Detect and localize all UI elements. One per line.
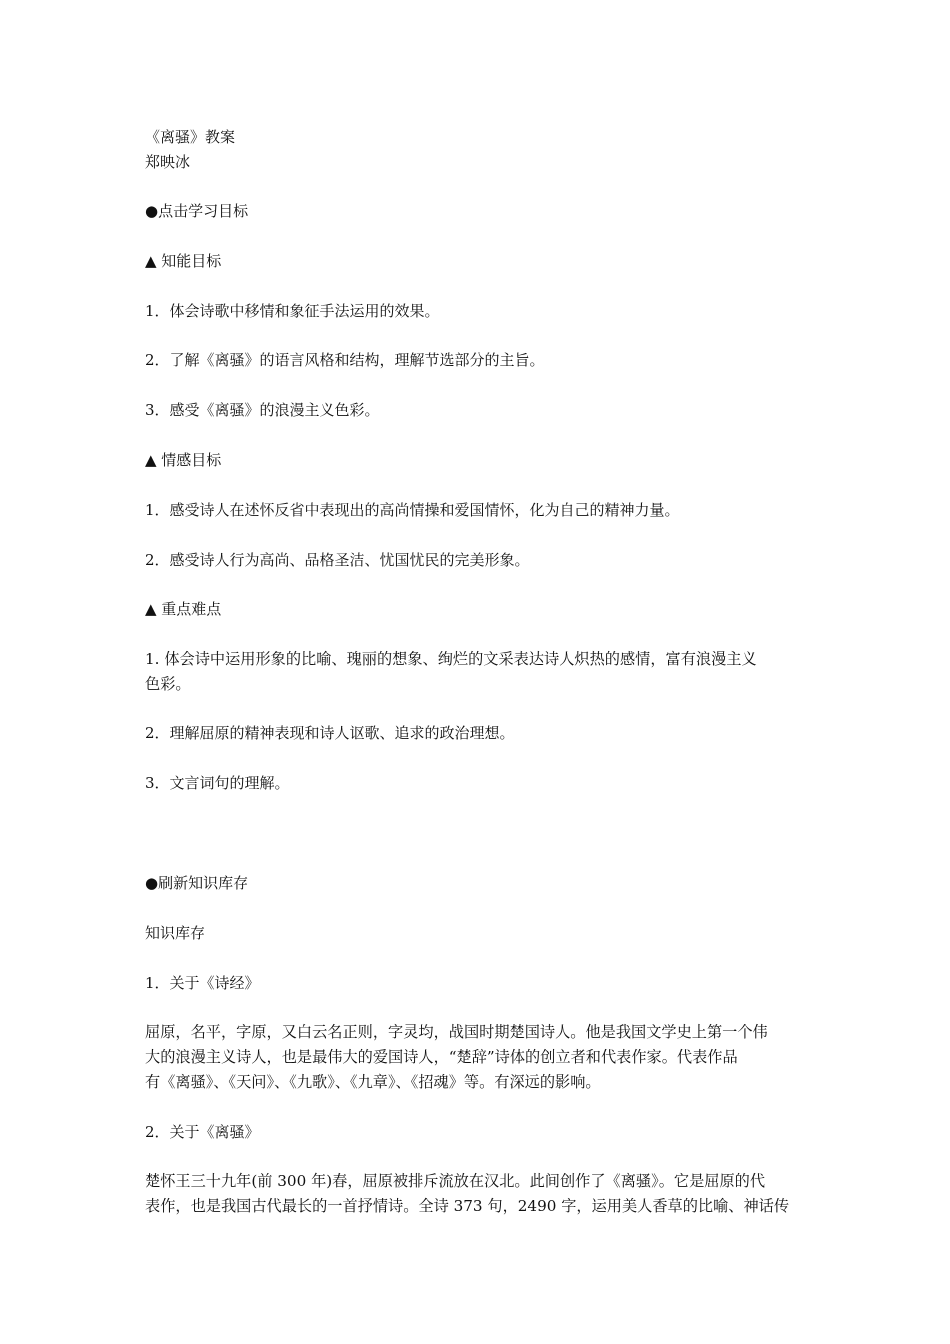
paragraph-line: 屈原，名平，字原，又白云名正则，字灵均，战国时期楚国诗人。他是我国文学史上第一个伟 bbox=[145, 1023, 768, 1041]
section-heading-learning-goals: ●点击学习目标 bbox=[145, 202, 249, 220]
author-name: 郑映冰 bbox=[145, 153, 191, 171]
paragraph-line: 有《离骚》、《天问》、《九歌》、《九章》、《招魂》等。有深远的影响。 bbox=[145, 1073, 601, 1091]
paragraph-line: 表作，也是我国古代最长的一首抒情诗。全诗 373 句，2490 字，运用美人香草的比喻、神话传 bbox=[145, 1197, 790, 1215]
item-heading-shijing: 1．关于《诗经》 bbox=[145, 974, 260, 992]
key-point-item bbox=[145, 647, 810, 697]
key-point-item: 2．理解屈原的精神表现和诗人讴歌、追求的政治理想。 bbox=[145, 724, 515, 742]
paragraph-line: 楚怀王三十九年(前 300 年)春，屈原被排斥流放在汉北。此间创作了《离骚》。它是屈原的代 bbox=[145, 1172, 766, 1190]
key-points-heading: ▲ 重点难点 bbox=[145, 600, 222, 618]
paragraph-lisao bbox=[145, 1169, 810, 1219]
knowledge-goal-item: 2．了解《离骚》的语言风格和结构，理解节选部分的主旨。 bbox=[145, 351, 545, 369]
knowledge-goal-item: 3．感受《离骚》的浪漫主义色彩。 bbox=[145, 401, 380, 419]
knowledge-goal-item: 1．体会诗歌中移情和象征手法运用的效果。 bbox=[145, 302, 440, 320]
knowledge-goal-heading: ▲ 知能目标 bbox=[145, 252, 222, 270]
paragraph-line: 大的浪漫主义诗人，也是最伟大的爱国诗人，“楚辞”诗体的创立者和代表作家。代表作品 bbox=[145, 1048, 738, 1066]
emotion-goal-item: 2．感受诗人行为高尚、品格圣洁、忧国忧民的完美形象。 bbox=[145, 551, 530, 569]
emotion-goal-heading: ▲ 情感目标 bbox=[145, 451, 222, 469]
knowledge-store-heading: 知识库存 bbox=[145, 924, 206, 942]
key-point-item: 3．文言词句的理解。 bbox=[145, 774, 290, 792]
section-heading-knowledge-refresh: ●刷新知识库存 bbox=[145, 874, 249, 892]
document-title: 《离骚》教案 bbox=[145, 128, 236, 146]
paragraph-qu-yuan bbox=[145, 1020, 810, 1095]
key-point-line: 1. 体会诗中运用形象的比喻、瑰丽的想象、绚烂的文采表达诗人炽热的感情，富有浪漫主义 bbox=[145, 650, 757, 668]
item-heading-lisao: 2．关于《离骚》 bbox=[145, 1123, 260, 1141]
emotion-goal-item: 1．感受诗人在述怀反省中表现出的高尚情操和爱国情怀，化为自己的精神力量。 bbox=[145, 501, 680, 519]
key-point-line: 色彩。 bbox=[145, 675, 191, 693]
